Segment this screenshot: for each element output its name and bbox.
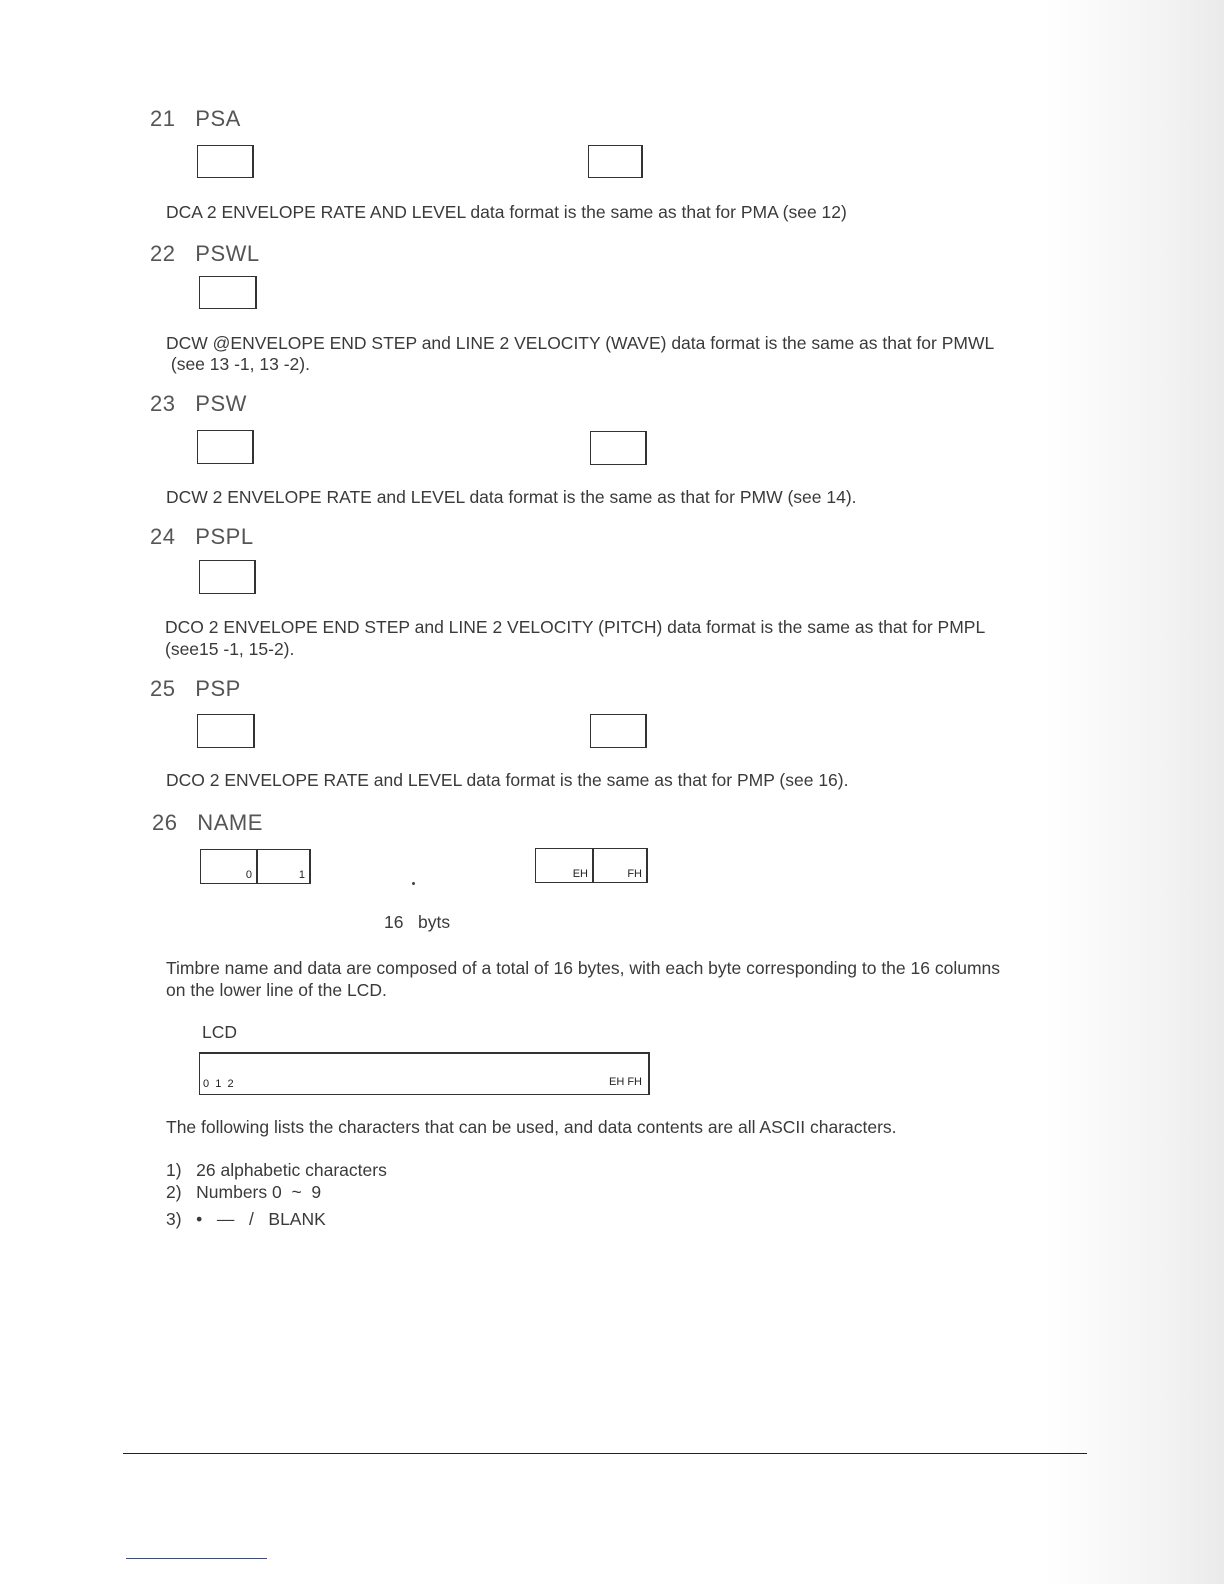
pswl-data-box <box>199 276 257 309</box>
section-22-text-line2: (see 13 -1, 13 -2). <box>166 354 310 374</box>
lcd-columns-end: EH FH <box>609 1076 642 1088</box>
name-byte-cell-1: 1 <box>298 869 305 881</box>
section-24-heading: 24 PSPL <box>150 524 254 549</box>
psw-data-box-right <box>590 431 647 465</box>
section-24-text-line2: (see15 -1, 15-2). <box>165 639 295 659</box>
section-22-text-line1: DCW @ENVELOPE END STEP and LINE 2 VELOCITY (WAVE) data format is the same as that for PMWL <box>166 333 995 353</box>
section-25-heading: 25 PSP <box>150 676 241 701</box>
lcd-display <box>199 1052 650 1095</box>
section-22-heading: 22 PSWL <box>150 241 260 266</box>
footer-rule <box>123 1453 1087 1454</box>
name-byte-box-left <box>200 849 311 884</box>
psp-data-box-right <box>590 714 647 748</box>
name-byte-box-right <box>535 848 648 883</box>
psw-data-box-left <box>197 430 254 464</box>
page-shadow <box>1044 0 1224 1584</box>
lcd-columns-start: 0 1 2 <box>203 1078 234 1090</box>
section-21-text: DCA 2 ENVELOPE RATE AND LEVEL data format is the same as that for PMA (see 12) <box>166 202 847 222</box>
name-description-line2: on the lower line of the LCD. <box>166 980 387 1000</box>
section-26-heading: 26 NAME <box>152 810 263 835</box>
chars-list-item-1: 1) 26 alphabetic characters <box>166 1160 387 1180</box>
bytes-label: 16 byts <box>384 912 451 932</box>
lcd-label: LCD <box>202 1022 238 1042</box>
section-24-text-line1: DCO 2 ENVELOPE END STEP and LINE 2 VELOCITY (PITCH) data format is the same as that for PMPL <box>165 617 986 637</box>
ellipsis-dot <box>412 882 415 885</box>
chars-list-item-2: 2) Numbers 0 ~ 9 <box>166 1182 322 1202</box>
section-25-text: DCO 2 ENVELOPE RATE and LEVEL data format is the same as that for PMP (see 16). <box>166 770 849 790</box>
section-21-heading: 21 PSA <box>150 106 241 131</box>
chars-list-item-3: 3) • — / BLANK <box>166 1209 326 1229</box>
name-byte-cell-e: EH <box>572 868 588 880</box>
section-23-heading: 23 PSW <box>150 391 247 416</box>
name-byte-cell-0: 0 <box>245 869 252 881</box>
name-byte-cell-f: FH <box>627 868 642 880</box>
psa-data-box-right <box>588 145 643 178</box>
chars-intro: The following lists the characters that can be used, and data contents are all ASCII characters. <box>166 1117 897 1137</box>
section-23-text: DCW 2 ENVELOPE RATE and LEVEL data format is the same as that for PMW (see 14). <box>166 487 857 507</box>
name-description-line1: Timbre name and data are composed of a total of 16 bytes, with each byte corresponding to the 16 columns <box>166 958 1001 978</box>
psp-data-box-left <box>197 714 255 748</box>
pspl-data-box <box>199 560 256 594</box>
psa-data-box-left <box>197 145 254 178</box>
footer-link-underline <box>126 1558 267 1559</box>
